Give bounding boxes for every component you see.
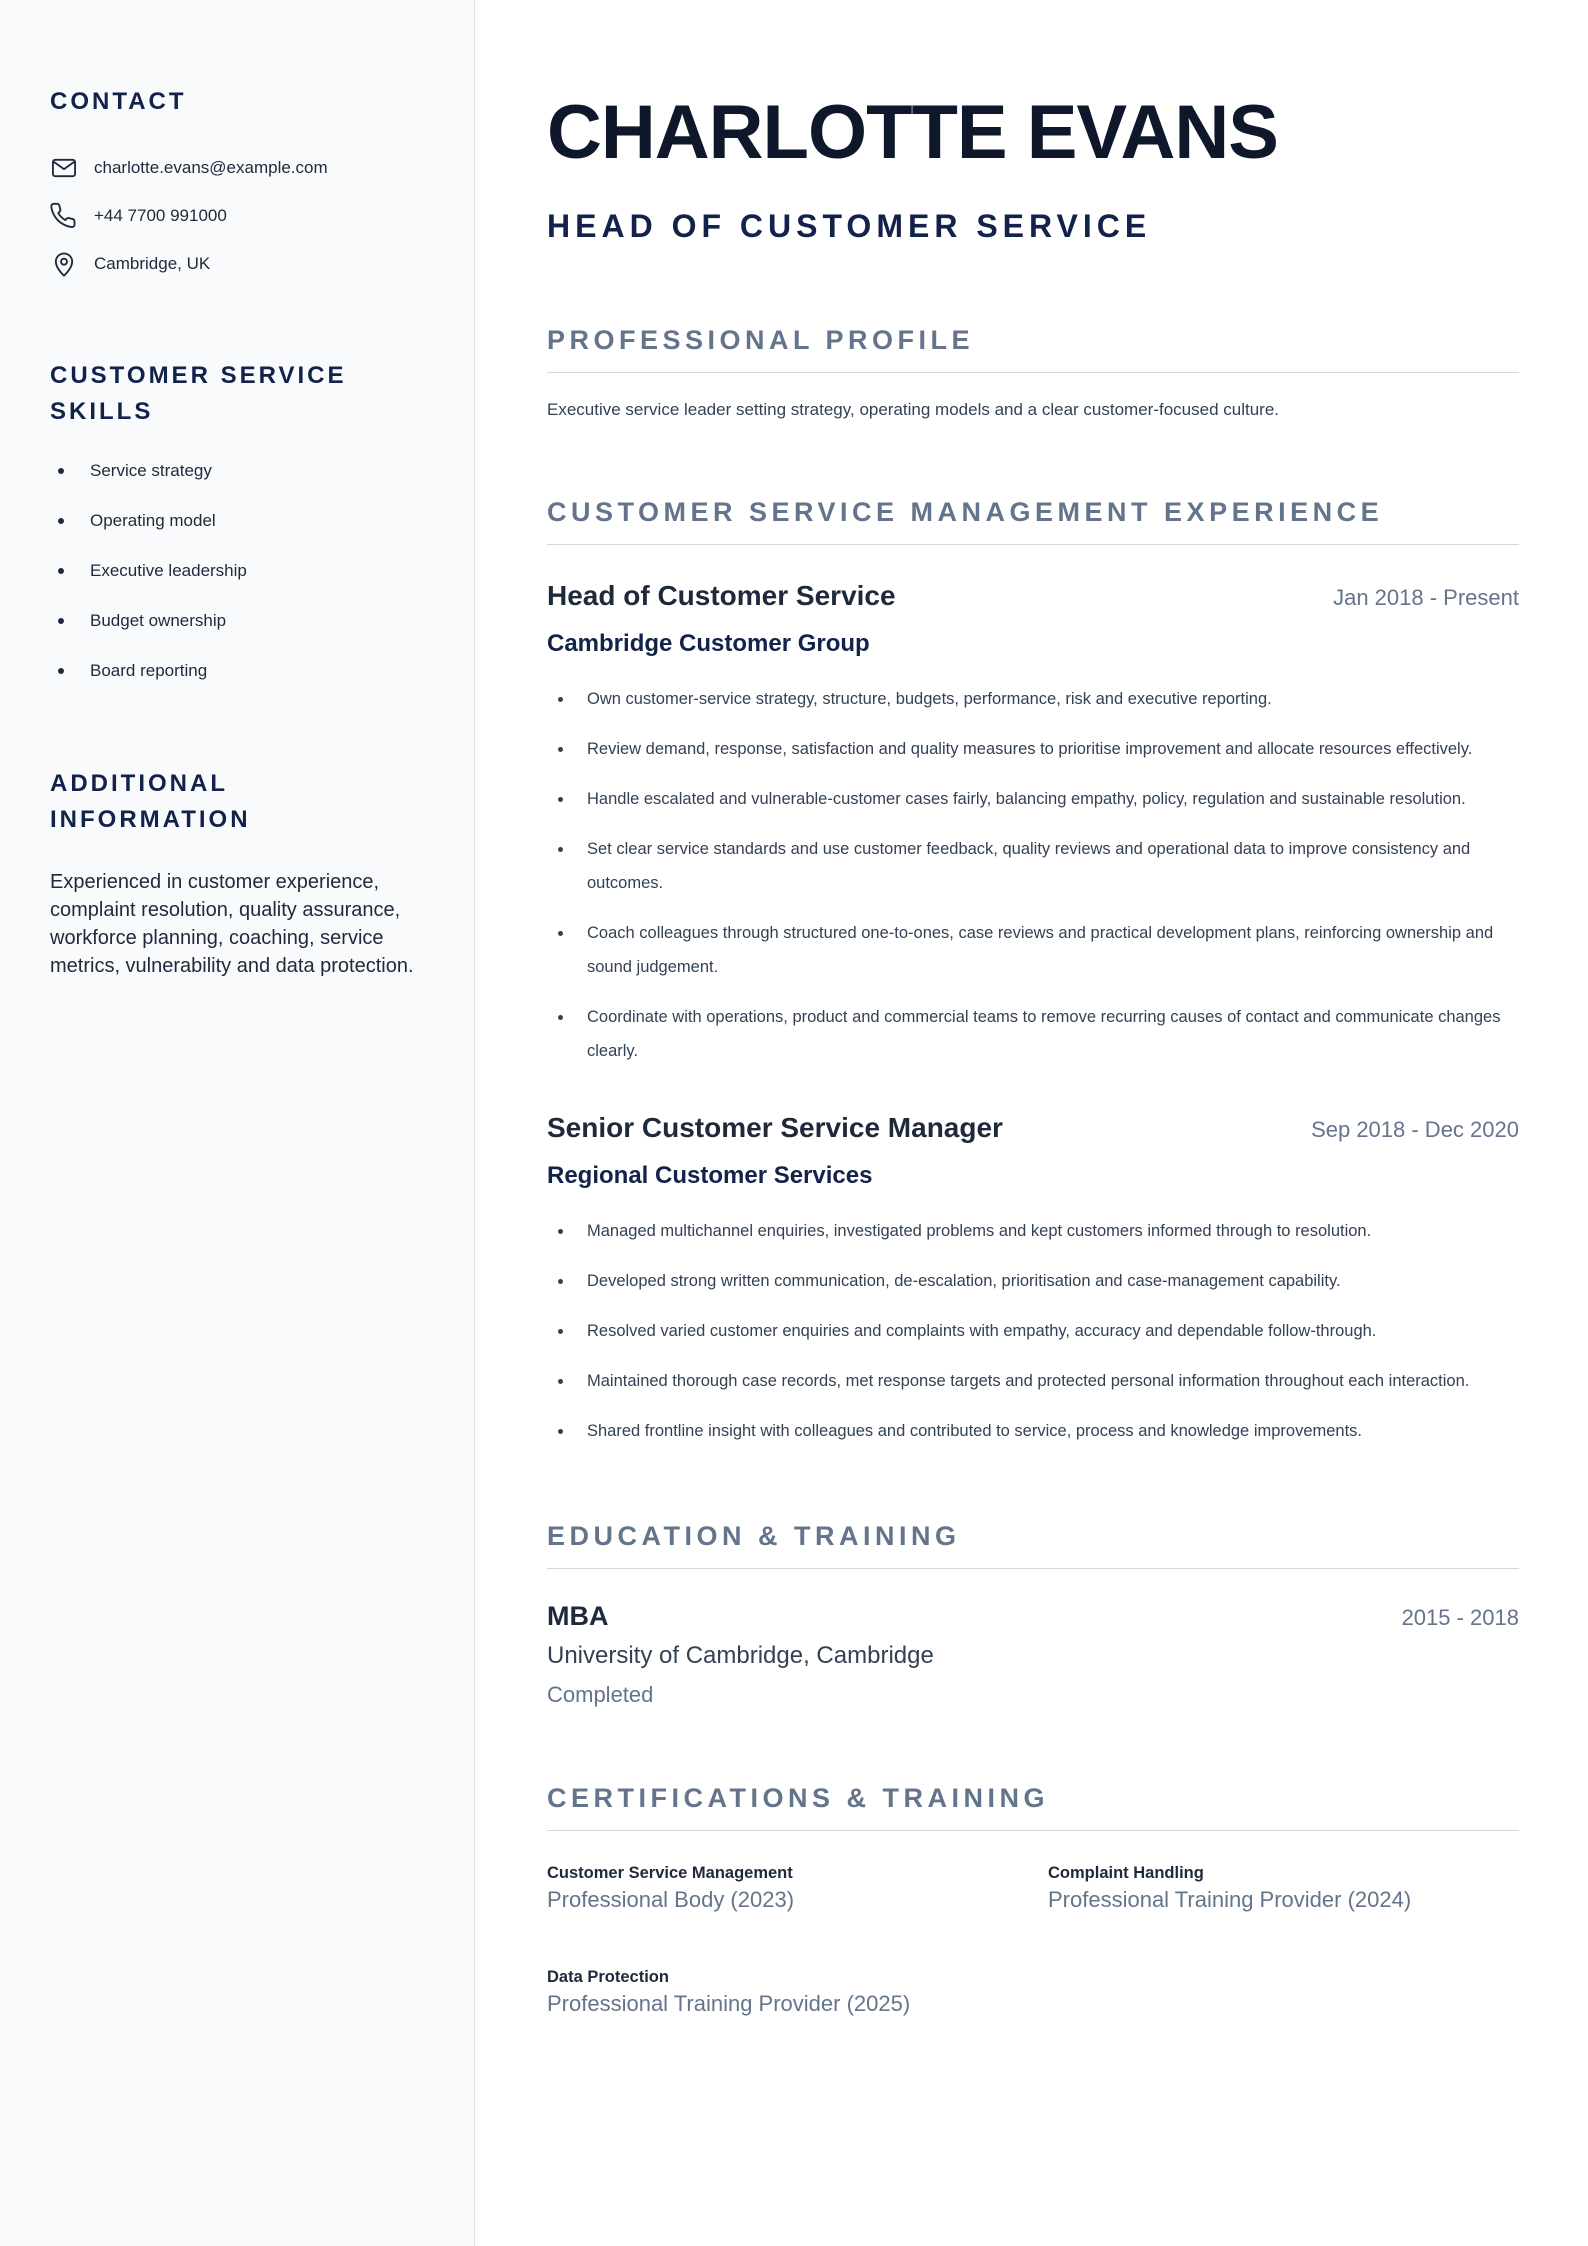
job-bullet: Coach colleagues through structured one-to-ones, case reviews and practical development plans, reinforcing ownership and sound judgement. [547,916,1519,984]
job-dates: Sep 2018 - Dec 2020 [1311,1117,1519,1142]
skill-item: Budget ownership [50,606,424,656]
mail-icon [50,154,78,182]
certification-item [1048,1862,1528,1916]
education-dates: 2015 - 2018 [1401,1605,1519,1630]
sidebar [0,0,475,2246]
phone-text[interactable]: +44 7700 991000 [94,206,227,225]
contact-location [50,240,424,288]
job-title: Head of Customer Service [547,580,896,611]
certifications-heading: CERTIFICATIONS & TRAINING [547,1780,1519,1831]
job-bullet: Managed multichannel enquiries, investigated problems and kept customers informed through to resolution. [547,1214,1519,1248]
skill-item: Operating model [50,506,424,556]
job-bullet: Set clear service standards and use customer feedback, quality reviews and operational data to improve consistency and outcomes. [547,832,1519,900]
certification-name: Complaint Handling [1048,1864,1204,1882]
profile-heading: PROFESSIONAL PROFILE [547,322,1519,373]
job-bullets [547,682,1519,1084]
skills-heading: CUSTOMER SERVICE SKILLS [50,362,347,425]
education-heading: EDUCATION & TRAINING [547,1518,1519,1569]
skills-list [50,456,424,706]
additional-info-text: Experienced in customer experience, complaint resolution, quality assurance, workforce planning, coaching, service metrics, vulnerability and data protection. [50,871,414,977]
job-bullet: Resolved varied customer enquiries and complaints with empathy, accuracy and dependable follow-through. [547,1314,1519,1348]
location-text: Cambridge, UK [94,254,211,273]
job-title: Senior Customer Service Manager [547,1112,1003,1143]
job-bullet: Developed strong written communication, de-escalation, prioritisation and case-management capability. [547,1264,1519,1298]
job-bullet: Shared frontline insight with colleagues and contributed to service, process and knowledge improvements. [547,1414,1519,1448]
profile-text: Executive service leader setting strategy, operating models and a clear customer-focused culture. [547,400,1279,419]
skill-item: Service strategy [50,456,424,506]
certification-item [547,1966,1027,2020]
job-company: Regional Customer Services [547,1162,873,1189]
contact-heading: CONTACT [50,88,187,115]
job-bullets [547,1214,1519,1464]
certification-issuer: Professional Body (2023) [547,1887,795,1912]
skill-item: Executive leadership [50,556,424,606]
job-dates: Jan 2018 - Present [1333,585,1519,610]
job-bullet: Review demand, response, satisfaction and quality measures to prioritise improvement and allocate resources effectively. [547,732,1519,766]
phone-icon [50,202,78,230]
email-text[interactable]: charlotte.evans@example.com [94,158,328,177]
contact-phone [50,192,424,240]
job-bullet: Maintained thorough case records, met response targets and protected personal information throughout each interaction. [547,1364,1519,1398]
skill-item: Board reporting [50,656,424,706]
candidate-role: HEAD OF CUSTOMER SERVICE [547,208,1152,244]
certification-issuer: Professional Training Provider (2025) [547,1991,911,2016]
education-status: Completed [547,1682,654,1707]
job-bullet: Coordinate with operations, product and commercial teams to remove recurring causes of contact and communicate changes clearly. [547,1000,1519,1068]
job-company: Cambridge Customer Group [547,630,870,657]
map-pin-icon [50,250,78,278]
certification-name: Customer Service Management [547,1864,793,1882]
certification-item [547,1862,1027,1916]
job-bullet: Own customer-service strategy, structure, budgets, performance, risk and executive reporting. [547,682,1519,716]
additional-info-heading: ADDITIONAL INFORMATION [50,770,251,833]
experience-heading: CUSTOMER SERVICE MANAGEMENT EXPERIENCE [547,494,1519,545]
candidate-name: CHARLOTTE EVANS [547,90,1278,175]
contact-list [50,144,424,288]
education-degree: MBA [547,1601,609,1631]
contact-email [50,144,424,192]
certification-issuer: Professional Training Provider (2024) [1048,1887,1412,1912]
education-institution: University of Cambridge, Cambridge [547,1642,934,1669]
job-bullet: Handle escalated and vulnerable-customer cases fairly, balancing empathy, policy, regulation and sustainable resolution. [547,782,1519,816]
certification-name: Data Protection [547,1968,669,1986]
